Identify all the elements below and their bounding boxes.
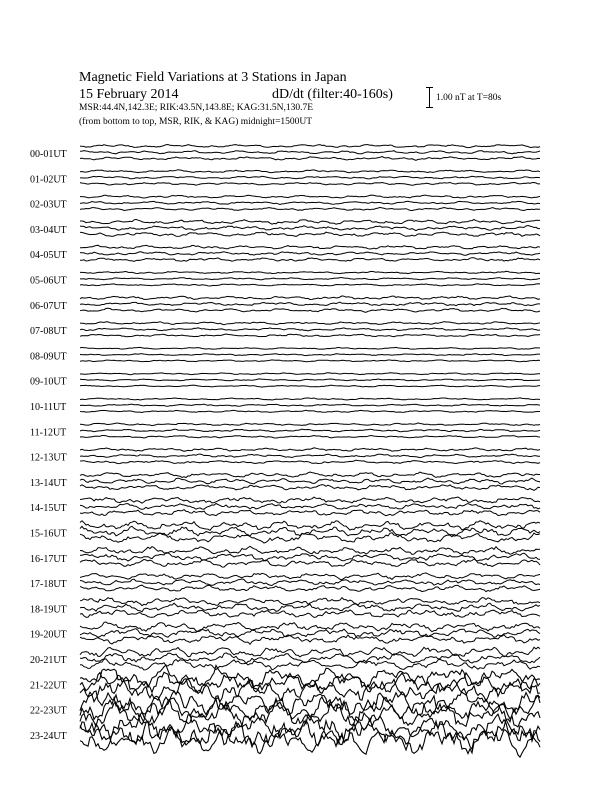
component-filter-label: dD/dt (filter:40-160s) — [272, 87, 393, 102]
hour-row-label: 18-19UT — [30, 604, 67, 616]
trace-kag — [80, 398, 540, 400]
hour-row-label: 16-17UT — [30, 553, 67, 565]
trace-rik — [80, 151, 540, 154]
hour-row-label: 02-03UT — [30, 199, 67, 211]
trace-rik — [80, 579, 540, 586]
trace-rik — [80, 719, 540, 750]
trace-kag — [80, 448, 540, 452]
hour-row-label: 21-22UT — [30, 680, 67, 692]
hour-row-label: 11-12UT — [30, 427, 67, 439]
hour-row-label: 06-07UT — [30, 300, 67, 312]
hour-row-label: 14-15UT — [30, 503, 67, 515]
trace-rik — [80, 201, 540, 204]
trace-kag — [80, 145, 540, 148]
hour-row-label: 12-13UT — [30, 452, 67, 464]
hour-row-label: 10-11UT — [30, 402, 67, 413]
trace-rik — [80, 379, 540, 381]
trace-kag — [80, 170, 540, 173]
trace-kag — [80, 665, 540, 690]
trace-order-note: (from bottom to top, MSR, RIK, & KAG) midnight=1500UT — [79, 117, 313, 127]
trace-kag — [80, 373, 540, 375]
trace-kag — [80, 296, 540, 300]
trace-kag — [80, 714, 540, 745]
hour-row-label: 13-14UT — [30, 477, 67, 489]
trace-msr — [80, 284, 540, 286]
trace-rik — [80, 226, 540, 231]
trace-rik — [80, 603, 540, 612]
trace-kag — [80, 647, 540, 657]
hour-row-label: 07-08UT — [30, 326, 67, 338]
trace-rik — [80, 629, 540, 638]
trace-rik — [80, 278, 540, 280]
chart-title: Magnetic Field Variations at 3 Stations in Japan — [79, 70, 347, 85]
trace-rik — [80, 429, 540, 432]
trace-rik — [80, 454, 540, 458]
trace-msr — [80, 585, 540, 592]
hour-row-label: 20-21UT — [30, 655, 67, 666]
trace-msr — [80, 510, 540, 516]
trace-msr — [80, 360, 540, 362]
trace-rik — [80, 504, 540, 510]
scale-label: 1.00 nT at T=80s — [436, 93, 502, 103]
hour-row-label: 15-16UT — [30, 528, 67, 540]
hour-row-label: 23-24UT — [30, 730, 67, 742]
trace-kag — [80, 497, 540, 503]
trace-msr — [80, 410, 540, 412]
trace-msr — [80, 308, 540, 312]
hour-row-label: 08-09UT — [30, 351, 67, 363]
trace-msr — [80, 436, 540, 439]
trace-kag — [80, 347, 540, 349]
trace-msr — [80, 460, 540, 464]
trace-rik — [80, 176, 540, 179]
trace-kag — [80, 322, 540, 325]
trace-rik — [80, 354, 540, 356]
trace-msr — [80, 207, 540, 210]
trace-rik — [80, 252, 540, 256]
trace-msr — [80, 610, 540, 617]
trace-kag — [80, 271, 540, 273]
trace-rik — [80, 404, 540, 406]
trace-kag — [80, 245, 540, 249]
hour-row-label: 17-18UT — [30, 579, 67, 591]
trace-kag — [80, 195, 540, 198]
hour-row-label: 04-05UT — [30, 250, 67, 262]
trace-kag — [80, 573, 540, 580]
trace-rik — [80, 328, 540, 331]
hour-row-label: 01-02UT — [30, 174, 67, 186]
hour-row-label: 00-01UT — [30, 149, 67, 160]
trace-kag — [80, 622, 540, 632]
hour-row-label: 19-20UT — [30, 629, 67, 641]
trace-kag — [80, 546, 540, 554]
trace-msr — [80, 533, 540, 543]
chart-date: 15 February 2014 — [79, 87, 179, 102]
trace-msr — [80, 258, 540, 262]
trace-msr — [80, 385, 540, 387]
hour-row-label: 22-23UT — [30, 705, 67, 717]
trace-msr — [80, 183, 540, 186]
trace-msr — [80, 334, 540, 337]
trace-rik — [80, 478, 540, 484]
trace-kag — [80, 423, 540, 426]
trace-kag — [80, 472, 540, 478]
hour-row-label: 09-10UT — [30, 376, 67, 388]
trace-kag — [80, 219, 540, 224]
trace-msr — [80, 157, 540, 161]
trace-rik — [80, 302, 540, 306]
trace-msr — [80, 559, 540, 567]
station-coordinates: MSR:44.4N,142.3E; RIK:43.5N,143.8E; KAG:31.5N,130.7E — [79, 103, 314, 113]
trace-msr — [80, 485, 540, 491]
hour-row-label: 05-06UT — [30, 275, 67, 287]
trace-msr — [80, 232, 540, 236]
hour-row-label: 03-04UT — [30, 224, 67, 236]
trace-msr — [80, 659, 540, 670]
